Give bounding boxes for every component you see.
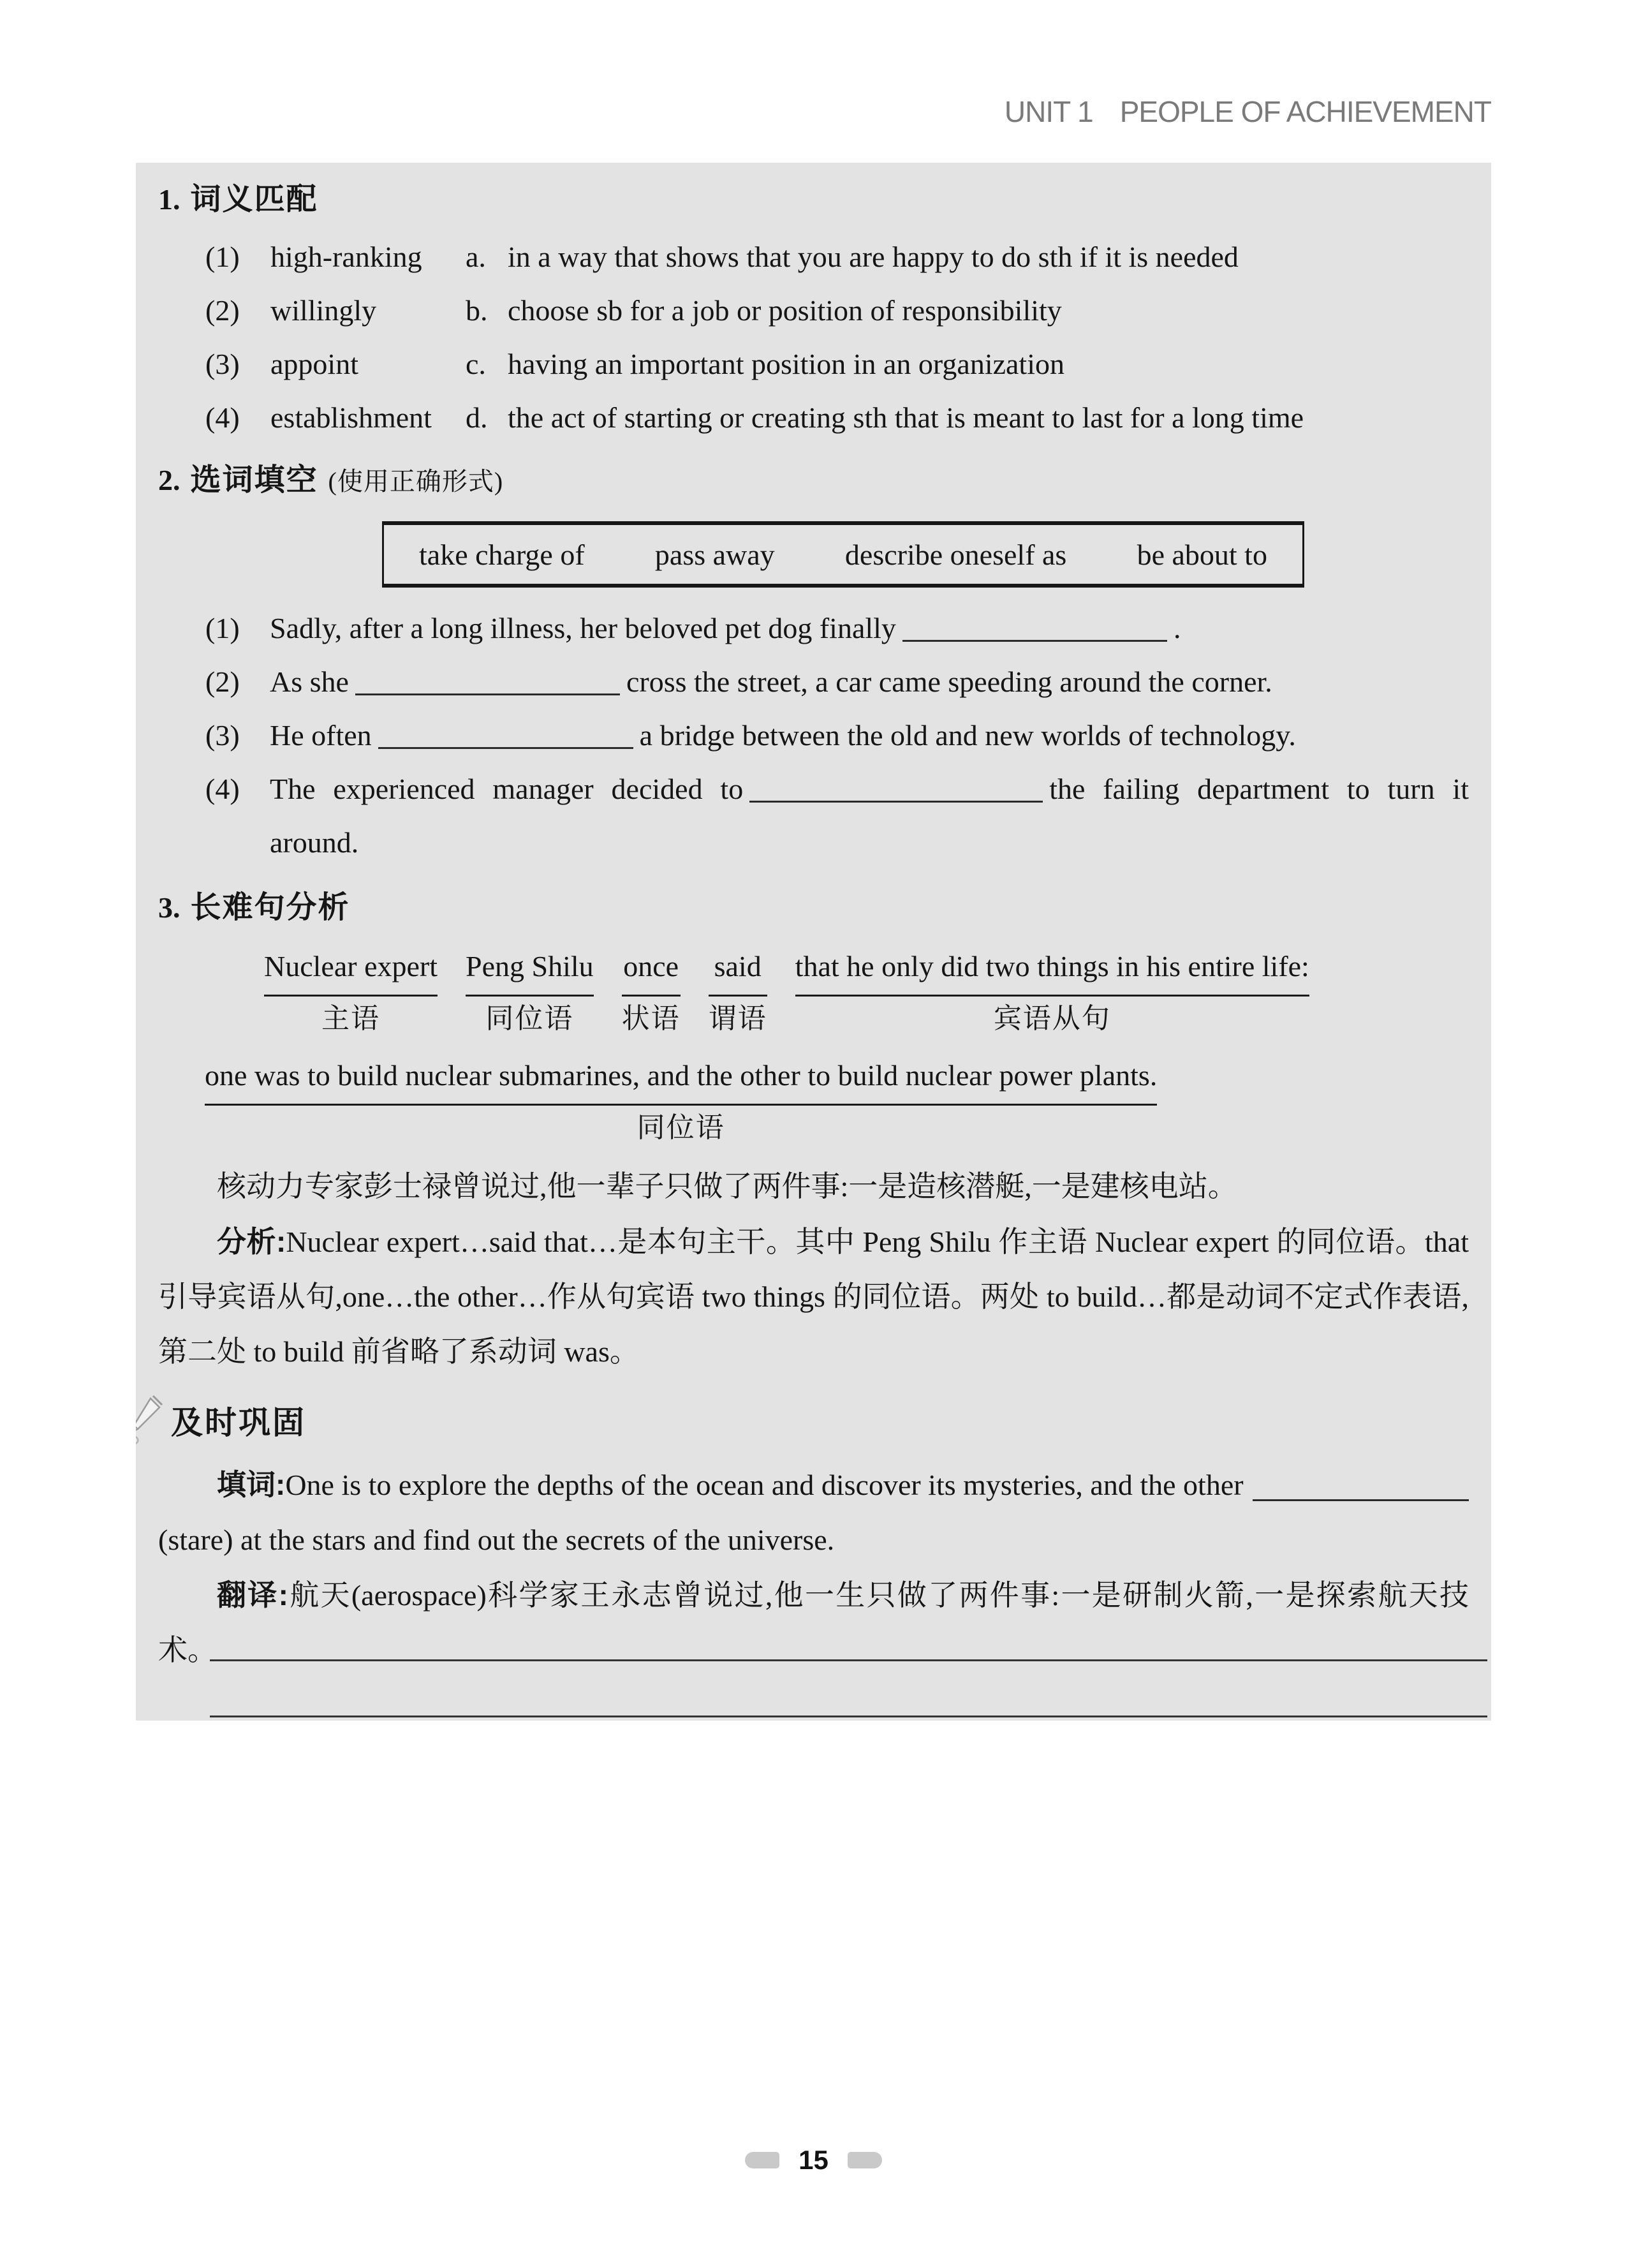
page-number: 15 xyxy=(799,2145,828,2175)
worksheet-panel xyxy=(136,163,1491,1721)
answer-blank[interactable] xyxy=(902,621,1167,642)
word-bank-item[interactable]: describe oneself as xyxy=(844,538,1067,571)
sentence-text: Sadly, after a long illness, her beloved pet dog finally xyxy=(270,612,896,644)
section-fill-heading xyxy=(158,454,1469,508)
practice-heading xyxy=(136,1393,1469,1447)
match-word[interactable]: high-ranking xyxy=(270,241,422,273)
grammar-label: 同位语 xyxy=(637,1112,725,1143)
sentence-text: The experienced manager decided to xyxy=(270,773,744,805)
page-footer xyxy=(0,2145,1627,2175)
answer-blank[interactable] xyxy=(1253,1480,1469,1501)
segment-text: Peng Shilu xyxy=(466,950,594,982)
sentence-num: (2) xyxy=(205,665,240,698)
match-letter: d. xyxy=(466,401,488,434)
match-num: (4) xyxy=(205,401,240,434)
diagram-segment xyxy=(205,1055,1157,1148)
section-number: 2. xyxy=(158,464,180,496)
translate-text: 航天(aerospace)科学家王永志曾说过,他一生只做了两件事:一是研制火箭,一是探索航天技术。 xyxy=(158,1579,1469,1666)
analysis-label: 分析: xyxy=(217,1225,286,1258)
sentence-num: (4) xyxy=(205,773,240,805)
sentence xyxy=(205,709,1469,762)
segment-text: once xyxy=(623,950,679,982)
grammar-label: 宾语从句 xyxy=(993,1003,1111,1034)
practice-title: 及时巩固 xyxy=(171,1405,306,1441)
segment-text: one was to build nuclear submarines, and the other to build nuclear power plants. xyxy=(205,1059,1158,1092)
match-letter: c. xyxy=(466,348,486,380)
sentence-num: (3) xyxy=(205,719,240,752)
sentence-translation: 核动力专家彭士禄曾说过,他一辈子只做了两件事:一是造核潜艇,一是建核电站。 xyxy=(217,1170,1237,1203)
word-bank-item[interactable]: take charge of xyxy=(419,538,585,571)
section-analysis-heading xyxy=(158,881,1469,935)
sentence-text: As she xyxy=(270,665,349,698)
section-number: 3. xyxy=(158,891,180,924)
grammar-label: 主语 xyxy=(321,1003,380,1034)
answer-line[interactable] xyxy=(210,1659,1487,1661)
match-definition[interactable]: the act of starting or creating sth that is meant to last for a long time xyxy=(508,401,1304,434)
answer-blank[interactable] xyxy=(749,782,1043,803)
footer-pill-right xyxy=(848,2152,882,2168)
practice-fill-continuation: (stare) at the stars and find out the secrets of the universe. xyxy=(158,1523,835,1556)
section-title: 选词填空 xyxy=(190,463,318,497)
segment-underline xyxy=(622,995,681,997)
segment-text: that he only did two things in his entire life: xyxy=(795,950,1309,982)
sentence-diagram-line1 xyxy=(264,946,1469,1039)
sentence-diagram-line2 xyxy=(205,1055,1469,1148)
segment-underline xyxy=(466,995,594,997)
pen-icon xyxy=(136,1393,165,1447)
unit-title: PEOPLE OF ACHIEVEMENT xyxy=(1119,95,1491,128)
match-definition[interactable]: having an important position in an organization xyxy=(508,348,1064,380)
section-title: 长难句分析 xyxy=(190,891,350,924)
match-definition[interactable]: in a way that shows that you are happy to do sth if it is needed xyxy=(508,241,1239,273)
diagram-segment xyxy=(795,946,1309,1039)
answer-line[interactable] xyxy=(210,1716,1487,1717)
sentence xyxy=(205,602,1469,655)
grammar-label: 同位语 xyxy=(485,1003,574,1034)
translate-label: 翻译: xyxy=(217,1578,288,1612)
word-bank-item[interactable]: be about to xyxy=(1137,538,1267,571)
section-number: 1. xyxy=(158,183,180,216)
analysis-text: Nuclear expert…said that…是本句主干。其中 Peng Shilu 作主语 Nuclear expert 的同位语。that 引导宾语从句,one…the other…作从句宾语 two things 的同位语。两处 to build…都是动词不定式作表语,第二处 to build 前省略了系动词 was。 xyxy=(158,1226,1469,1368)
segment-underline xyxy=(264,995,438,997)
practice-translate-line xyxy=(158,1568,1469,1678)
section-note: (使用正确形式) xyxy=(328,467,504,496)
sentence-analysis xyxy=(158,1214,1469,1379)
match-definition[interactable]: choose sb for a job or position of responsibility xyxy=(508,294,1062,327)
match-letter: a. xyxy=(466,241,486,273)
match-num: (2) xyxy=(205,294,240,327)
sentence xyxy=(205,762,1469,870)
word-bank xyxy=(382,521,1304,588)
segment-underline xyxy=(709,995,767,997)
segment-underline xyxy=(205,1104,1157,1106)
section-matching-heading xyxy=(158,173,1469,226)
match-num: (1) xyxy=(205,241,240,273)
match-word[interactable]: establishment xyxy=(270,401,432,434)
match-letter: b. xyxy=(466,294,488,327)
sentence-text: He often xyxy=(270,719,372,752)
diagram-segment xyxy=(466,946,594,1039)
sentence-text: the failing department to turn it around. xyxy=(270,773,1469,859)
fill-in-sentences xyxy=(158,602,1469,870)
page-header xyxy=(1005,94,1491,129)
diagram-segment xyxy=(264,946,438,1039)
match-word[interactable]: appoint xyxy=(270,348,358,380)
word-bank-item[interactable]: pass away xyxy=(654,538,775,571)
sentence-text: . xyxy=(1173,612,1181,644)
grammar-label: 状语 xyxy=(621,1003,681,1034)
fill-word-text: One is to explore the depths of the ocean and discover its mysteries, and the other xyxy=(285,1469,1244,1501)
unit-label: UNIT 1 xyxy=(1004,95,1093,128)
match-word[interactable]: willingly xyxy=(270,294,377,327)
sentence-num: (1) xyxy=(205,612,240,644)
segment-text: Nuclear expert xyxy=(264,950,438,982)
practice-fill-line xyxy=(158,1457,1469,1513)
answer-blank[interactable] xyxy=(378,728,633,749)
fill-word-label: 填词: xyxy=(217,1468,286,1501)
sentence xyxy=(205,655,1469,709)
sentence-text: cross the street, a car came speeding around the corner. xyxy=(626,665,1272,698)
segment-underline xyxy=(795,995,1309,997)
matching-exercise xyxy=(205,230,1469,445)
section-title: 词义匹配 xyxy=(190,182,318,216)
footer-pill-left xyxy=(745,2152,779,2168)
sentence-text: a bridge between the old and new worlds of technology. xyxy=(639,719,1296,752)
match-num: (3) xyxy=(205,348,240,380)
diagram-segment xyxy=(622,946,681,1039)
answer-blank[interactable] xyxy=(355,674,620,695)
diagram-segment xyxy=(709,946,767,1039)
segment-text: said xyxy=(714,950,762,982)
grammar-label: 谓语 xyxy=(708,1003,767,1034)
